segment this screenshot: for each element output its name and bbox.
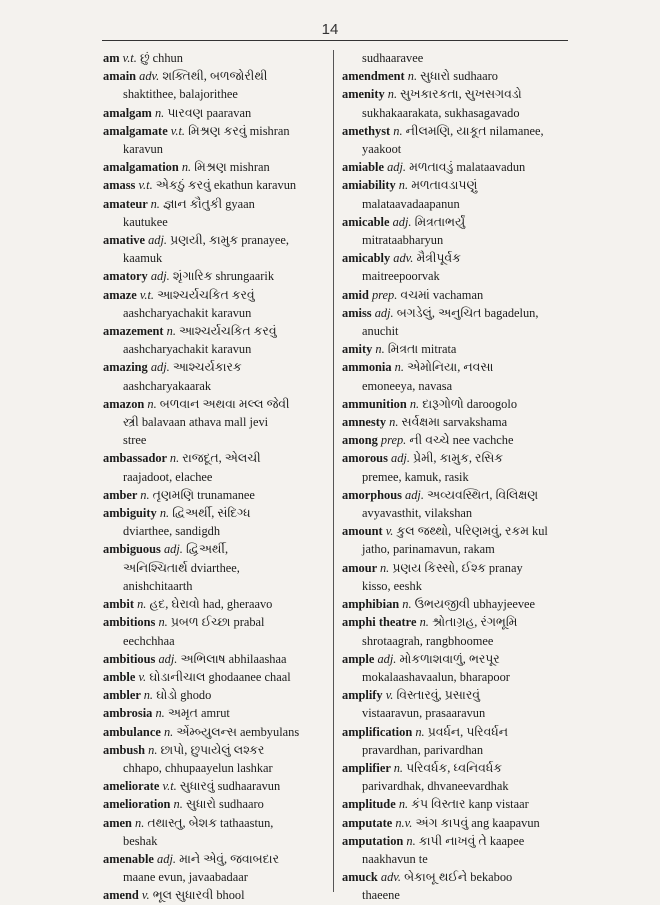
definition-text: beshak: [123, 833, 158, 848]
definition-text: સુધારવું sudhaaravun: [179, 779, 281, 794]
part-of-speech: n.: [387, 87, 401, 102]
headword: ambit: [103, 597, 138, 612]
definition-text: ઘોડાનીચાલ ghodaanee chaal: [149, 669, 291, 684]
headword: amorphous: [342, 487, 405, 502]
headword: amazing: [103, 360, 151, 375]
part-of-speech: n.: [398, 178, 412, 193]
definition-text: maane evun, javaabadaar: [123, 870, 248, 885]
definition-text: sukhakaarakata, sukhasagavado: [362, 105, 520, 120]
dictionary-entry: [342, 49, 566, 67]
dictionary-entry: [342, 559, 566, 595]
headword: amicably: [342, 251, 394, 266]
definition-text: avyavasthit, vilakshan: [362, 506, 473, 521]
dictionary-entry: [342, 759, 566, 795]
dictionary-entry: [103, 814, 327, 850]
headword: am: [103, 51, 123, 65]
part-of-speech: adj.: [163, 542, 186, 557]
definition-text: છું chhun: [139, 51, 183, 65]
definition-text: chhapo, chhupaayelun lashkar: [123, 760, 273, 775]
dictionary-entry: [342, 595, 566, 613]
dictionary-entry: [103, 195, 327, 231]
part-of-speech: n.: [407, 69, 421, 84]
headword: amateur: [103, 196, 151, 211]
definition-text: નીલમણિ, યાકૂત nilamanee,: [405, 123, 544, 138]
part-of-speech: n.: [137, 597, 150, 612]
definition-text: sudhaaravee: [362, 51, 424, 65]
definition-text: આશ્ચર્યચકિત કરવું: [179, 324, 277, 339]
definition-text: anuchit: [362, 324, 399, 339]
definition-text: kisso, eeshk: [362, 578, 422, 593]
headword: ambassador: [103, 451, 170, 466]
definition-text: કંપ વિસ્તાર kanp vistaar: [411, 797, 529, 812]
part-of-speech: adj.: [150, 269, 173, 284]
headword: ambitious: [103, 651, 159, 666]
headword: amenity: [342, 87, 388, 102]
part-of-speech: n.: [135, 815, 148, 830]
definition-text: દ્વિઅર્થી, સંદિગ્ધ: [172, 506, 251, 521]
definition-text: બેકાબૂ થઈને bekaboo: [404, 870, 513, 885]
definition-text: anishchitaarth: [123, 578, 193, 593]
headword: amass: [103, 178, 139, 193]
definition-text: સુધારો sudhaaro: [420, 69, 498, 84]
part-of-speech: n.: [140, 487, 153, 502]
definition-text: mokalaashavaalun, bharapoor: [362, 669, 510, 684]
definition-text: અંગ કાપવું ang kaapavun: [415, 815, 540, 830]
definition-text: aashcharyachakit karavun: [123, 305, 252, 320]
dictionary-entry: [342, 522, 566, 558]
headword: amputation: [342, 833, 407, 848]
definition-text: શ્રોતાગ્રહ, રંગભૂમિ: [431, 615, 518, 630]
headword: amphibian: [342, 597, 403, 612]
dictionary-entry: [103, 104, 327, 122]
definition-text: અમૃત amrut: [167, 706, 230, 721]
definition-text: શક્તિથી, બળજોરીથી: [162, 69, 268, 84]
definition-text: હદ, ઘેરાવો had, gheraavo: [149, 597, 273, 612]
definition-text: mitrataabharyun: [362, 233, 444, 248]
part-of-speech: n.v.: [395, 815, 416, 830]
dictionary-entry: [103, 595, 327, 613]
headword: amen: [103, 815, 136, 830]
definition-text: સર્વક્ષમા sarvakshama: [401, 415, 508, 430]
part-of-speech: n.: [379, 560, 393, 575]
dictionary-entry: [103, 231, 327, 267]
dictionary-entry: [103, 777, 327, 795]
headword: among: [342, 433, 381, 448]
headword: amethyst: [342, 123, 394, 138]
definition-text: પ્રબળ ઈચ્છા prabal: [170, 615, 265, 630]
part-of-speech: n.: [143, 688, 157, 703]
dictionary-entry: [342, 613, 566, 649]
part-of-speech: n.: [154, 105, 168, 120]
definition-text: અવ્યવસ્થિત, વિલિક્ષણ: [427, 487, 539, 502]
left-column: [103, 49, 327, 905]
headword: amaze: [103, 287, 140, 302]
definition-text: એમોનિયા, નવસા: [407, 360, 494, 375]
headword: amain: [103, 69, 140, 84]
definition-text: aashcharyachakit karavun: [123, 342, 252, 357]
headword: amative: [103, 233, 149, 248]
headword: amount: [342, 524, 386, 539]
definition-text: આશ્ચર્યચકિત કરવું: [157, 287, 255, 302]
part-of-speech: n.: [148, 742, 161, 757]
dictionary-entry: [342, 85, 566, 121]
part-of-speech: n.: [398, 797, 412, 812]
definition-text: પ્રણયી, કામુક pranayee,: [170, 233, 290, 248]
definition-text: ભૂલ સુધારવી bhool: [152, 888, 245, 903]
dictionary-entry: [342, 868, 566, 904]
definition-text: પારવણ paaravan: [167, 105, 252, 120]
dictionary-entry: [103, 358, 327, 394]
dictionary-entry: [103, 122, 327, 158]
part-of-speech: v.: [385, 688, 397, 703]
dictionary-entry: [103, 668, 327, 686]
definition-text: બગડેલું, અનુચિત bagadelun,: [396, 305, 539, 320]
dictionary-entry: [103, 613, 327, 649]
dictionary-entry: [342, 723, 566, 759]
definition-text: વિસ્તારવું, પ્રસારવું: [396, 688, 480, 703]
part-of-speech: n.: [406, 833, 419, 848]
part-of-speech: adj.: [148, 233, 171, 248]
definition-text: પ્રેમી, કામુક, રસિક: [413, 451, 504, 466]
headword: amity: [342, 342, 376, 357]
definition-text: મિશ્રણ કરવું mishran: [188, 123, 290, 138]
part-of-speech: prep.: [380, 433, 410, 448]
part-of-speech: adj.: [391, 451, 414, 466]
headword: amplitude: [342, 797, 399, 812]
definition-text: ઉભયજીવી ubhayjeevee: [414, 597, 536, 612]
dictionary-entry: [342, 158, 566, 176]
headword: amble: [103, 669, 139, 684]
dictionary-entry: [103, 650, 327, 668]
headword: ambrosia: [103, 706, 156, 721]
definition-text: shrotaagrah, rangbhoomee: [362, 633, 494, 648]
dictionary-entry: [103, 795, 327, 813]
part-of-speech: v.t.: [138, 178, 156, 193]
headword: ambiguous: [103, 542, 164, 557]
headword: amalgamate: [103, 123, 171, 138]
headword: amiable: [342, 160, 388, 175]
dictionary-entry: [342, 486, 566, 522]
definition-text: વચમાં vachaman: [400, 287, 484, 302]
headword: ameliorate: [103, 779, 163, 794]
definition-text: એંમ્બ્યુલન્સ aembyulans: [176, 724, 300, 739]
dictionary-entry: [342, 795, 566, 813]
dictionary-entry: [342, 176, 566, 212]
definition-text: kaamuk: [123, 251, 163, 266]
definition-text: મિશ્રણ mishran: [194, 160, 270, 175]
dictionary-entry: [342, 67, 566, 85]
definition-text: આશ્ચર્યકારક: [172, 360, 242, 375]
dictionary-entry: [103, 723, 327, 741]
definition-text: અનિશ્ચિતાર્થ dviarthee,: [123, 560, 240, 575]
headword: ambitions: [103, 615, 159, 630]
headword: amiability: [342, 178, 399, 193]
definition-text: દારૂગોળો daroogolo: [422, 396, 518, 411]
definition-text: naakhavun te: [362, 851, 428, 866]
headword: amplify: [342, 688, 386, 703]
dictionary-entry: [342, 650, 566, 686]
part-of-speech: v.t.: [122, 51, 140, 65]
headword: amber: [103, 487, 141, 502]
part-of-speech: adv.: [139, 69, 163, 84]
dictionary-entry: [103, 49, 327, 67]
page-number: 14: [321, 21, 339, 38]
definition-text: મિત્રતાભર્યું: [414, 214, 466, 229]
definition-text: મૈત્રીપૂર્વક: [416, 251, 461, 266]
headword: amelioration: [103, 797, 174, 812]
definition-text: jatho, parinamavun, rakam: [362, 542, 495, 557]
headword: ample: [342, 651, 378, 666]
part-of-speech: adj.: [377, 651, 400, 666]
definition-text: સુધારો sudhaaro: [185, 797, 264, 812]
headword: amicable: [342, 214, 393, 229]
definition-text: karavun: [123, 142, 163, 157]
headword: amnesty: [342, 415, 390, 430]
dictionary-entry: [103, 886, 327, 904]
dictionary-entry: [342, 358, 566, 394]
part-of-speech: n.: [147, 396, 160, 411]
definition-text: kautukee: [123, 214, 168, 229]
part-of-speech: n.: [159, 506, 173, 521]
part-of-speech: adj.: [157, 851, 180, 866]
definition-text: અભિલાષ abhilaashaa: [180, 651, 287, 666]
part-of-speech: n.: [169, 451, 183, 466]
definition-text: કાપી નાખવું તે kaapee: [418, 833, 525, 848]
dictionary-entry: [342, 249, 566, 285]
dictionary-entry: [342, 395, 566, 413]
part-of-speech: prep.: [371, 287, 401, 302]
part-of-speech: v.: [141, 888, 153, 903]
definition-text: રાજદૂત, એલચી: [182, 451, 261, 466]
headword: amputate: [342, 815, 396, 830]
headword: amazon: [103, 396, 148, 411]
part-of-speech: n.: [166, 324, 180, 339]
headword: amatory: [103, 269, 151, 284]
definition-text: thaeene: [362, 888, 400, 903]
part-of-speech: v.: [138, 669, 150, 684]
part-of-speech: n.: [150, 196, 163, 211]
part-of-speech: n.: [173, 797, 186, 812]
header-rule: [102, 40, 568, 41]
definition-text: મિત્રતા mitrata: [387, 342, 457, 357]
headword: ammonia: [342, 360, 395, 375]
part-of-speech: adj.: [387, 160, 410, 175]
headword: ambulance: [103, 724, 164, 739]
definition-text: vistaaravun, prasaaravun: [362, 706, 486, 721]
part-of-speech: v.t.: [170, 123, 189, 138]
definition-text: shaktithee, balajorithee: [123, 87, 238, 102]
definition-text: yaakoot: [362, 142, 402, 157]
headword: ambler: [103, 688, 144, 703]
definition-text: ની વચ્ચે nee vachche: [409, 433, 514, 448]
definition-text: dviarthee, sandigdh: [123, 524, 221, 539]
part-of-speech: n.: [155, 706, 168, 721]
definition-text: તૃણમણિ trunamanee: [152, 487, 255, 502]
definition-text: છાપો, છુપાયેલું લશ્કર: [160, 742, 265, 757]
definition-text: પરિવર્ધક, ધ્વનિવર્ધક: [406, 760, 503, 775]
dictionary-entry: [103, 504, 327, 540]
headword: ambiguity: [103, 506, 160, 521]
headword: amuck: [342, 870, 381, 885]
dictionary-entry: [342, 814, 566, 832]
part-of-speech: adj.: [374, 305, 397, 320]
dictionary-entry: [103, 704, 327, 722]
definition-text: પ્રણય કિસ્સો, ઈશ્ક pranay: [392, 560, 523, 575]
headword: amazement: [103, 324, 167, 339]
dictionary-entry: [342, 340, 566, 358]
dictionary-entry: [103, 395, 327, 450]
part-of-speech: n.: [158, 615, 171, 630]
part-of-speech: v.t.: [139, 287, 158, 302]
headword: ammunition: [342, 396, 410, 411]
definition-text: માને એવું, જવાબદાર: [179, 851, 279, 866]
definition-text: મોકળાશવાળું, ભરપૂર: [399, 651, 500, 666]
dictionary-entry: [342, 304, 566, 340]
part-of-speech: n.: [393, 760, 407, 775]
dictionary-entry: [342, 431, 566, 449]
right-column: [342, 49, 566, 905]
definition-text: મળતાવડું malataavadun: [409, 160, 526, 175]
dictionary-entry: [342, 832, 566, 868]
definition-text: parivardhak, dhvaneevardhak: [362, 779, 509, 794]
definition-text: સુખકારકતા, સુખસગવડો: [400, 87, 522, 102]
dictionary-entry: [103, 741, 327, 777]
dictionary-entry: [103, 540, 327, 595]
headword: amour: [342, 560, 380, 575]
definition-text: malataavadaapanun: [362, 196, 460, 211]
part-of-speech: v.t.: [162, 779, 180, 794]
part-of-speech: adj.: [392, 214, 415, 229]
definition-text: raajadoot, elachee: [123, 469, 213, 484]
dictionary-entry: [103, 850, 327, 886]
definition-text: બળવાન અથવા મલ્લ જેવી: [159, 396, 290, 411]
dictionary-entry: [103, 322, 327, 358]
dictionary-entry: [342, 213, 566, 249]
part-of-speech: adj.: [150, 360, 173, 375]
definition-text: એકઠું કરવું ekathun karavun: [155, 178, 297, 193]
part-of-speech: adv.: [393, 251, 417, 266]
headword: amorous: [342, 451, 391, 466]
definition-text: કુલ જથ્થો, પરિણમવું, રકમ kul: [396, 524, 548, 539]
part-of-speech: n.: [394, 360, 408, 375]
headword: amiss: [342, 305, 375, 320]
part-of-speech: adj.: [405, 487, 428, 502]
dictionary-entry: [342, 413, 566, 431]
part-of-speech: n.: [415, 724, 428, 739]
headword: amalgamation: [103, 160, 182, 175]
dictionary-entry: [103, 158, 327, 176]
definition-text: તથાસ્તુ, બેશક tathaastun,: [147, 815, 274, 830]
dictionary-entry: [103, 267, 327, 285]
headword: amendment: [342, 69, 408, 84]
dictionary-entry: [342, 122, 566, 158]
part-of-speech: n.: [181, 160, 195, 175]
definition-text: premee, kamuk, rasik: [362, 469, 469, 484]
headword: amplification: [342, 724, 416, 739]
dictionary-entry: [103, 449, 327, 485]
definition-text: દ્વ્રિઅર્થી,: [185, 542, 229, 557]
part-of-speech: n.: [409, 396, 423, 411]
dictionary-entry: [103, 686, 327, 704]
headword: amalgam: [103, 105, 155, 120]
dictionary-entry: [103, 67, 327, 103]
part-of-speech: n.: [389, 415, 402, 430]
dictionary-entry: [342, 449, 566, 485]
part-of-speech: adj.: [158, 651, 181, 666]
definition-text: emoneeya, navasa: [362, 378, 453, 393]
part-of-speech: v.: [385, 524, 397, 539]
definition-text: stree: [123, 433, 147, 448]
definition-text: શૃંગારિક shrungaarik: [172, 269, 275, 284]
headword: ambush: [103, 742, 149, 757]
definition-text: maitreepoorvak: [362, 269, 440, 284]
dictionary-entry: [103, 176, 327, 194]
part-of-speech: n.: [393, 123, 406, 138]
column-divider: [333, 50, 334, 892]
definition-text: pravardhan, parivardhan: [362, 742, 484, 757]
headword: amplifier: [342, 760, 394, 775]
part-of-speech: adv.: [380, 870, 405, 885]
headword: amend: [103, 888, 142, 903]
definition-text: પ્રવર્ધન, પરિવર્ધન: [427, 724, 508, 739]
definition-text: ઘોડો ghodo: [156, 688, 212, 703]
part-of-speech: n.: [163, 724, 177, 739]
part-of-speech: n.: [402, 597, 415, 612]
definition-text: aashcharyakaarak: [123, 378, 212, 393]
headword: amenable: [103, 851, 158, 866]
definition-text: જ્ઞાન કૌતુકી gyaan: [163, 196, 255, 211]
dictionary-entry: [342, 286, 566, 304]
dictionary-entry: [342, 686, 566, 722]
part-of-speech: n.: [375, 342, 388, 357]
definition-text: સ્ત્રી balavaan athava mall jevi: [123, 415, 269, 430]
dictionary-entry: [103, 486, 327, 504]
definition-text: મળતાવડાપણું: [411, 178, 478, 193]
headword: amphi theatre: [342, 615, 420, 630]
dictionary-entry: [103, 286, 327, 322]
part-of-speech: n.: [419, 615, 432, 630]
headword: amid: [342, 287, 372, 302]
definition-text: eechchhaa: [123, 633, 175, 648]
